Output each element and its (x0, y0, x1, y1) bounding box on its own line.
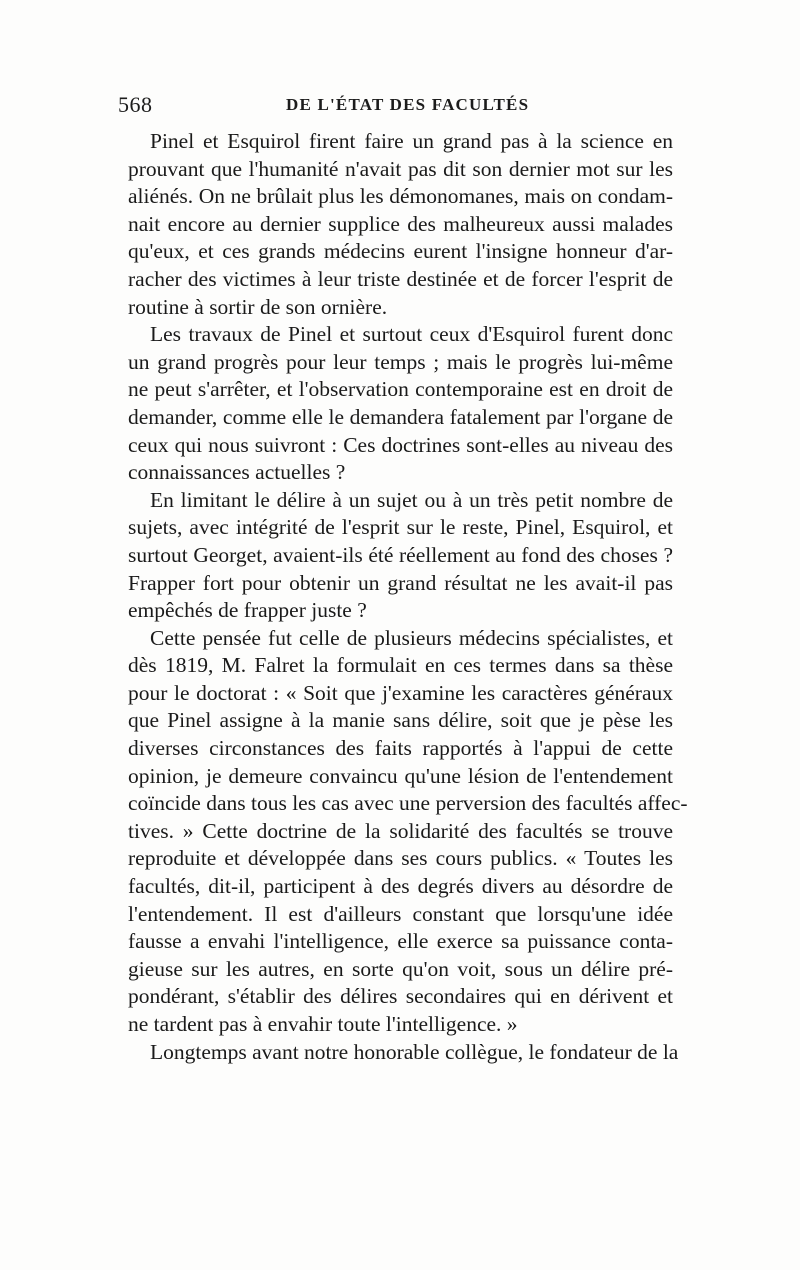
text-line: pondérant, s'établir des délires secondaires qui en dérivent et (128, 984, 673, 1009)
text-line: Frapper fort pour obtenir un grand résultat ne les avait-il pas (128, 570, 673, 595)
text-line: fausse a envahi l'intelligence, elle exerce sa puissance conta- (128, 929, 673, 954)
page-header (118, 92, 678, 122)
text-line: coïncide dans tous les cas avec une perversion des facultés affec- (128, 791, 688, 816)
text-line: Cette pensée fut celle de plusieurs médecins spécialistes, et (150, 625, 673, 650)
text-line: demander, comme elle le demandera fatalement par l'organe de (128, 404, 673, 429)
text-line: un grand progrès pour leur temps ; mais le progrès lui-même (128, 349, 673, 374)
text-line: nait encore au dernier supplice des malheureux aussi malades (128, 211, 673, 236)
text-line: prouvant que l'humanité n'avait pas dit son dernier mot sur les (128, 156, 673, 181)
text-line: routine à sortir de son ornière. (128, 294, 388, 319)
text-line: ceux qui nous suivront : Ces doctrines sont-elles au niveau des (128, 432, 673, 457)
body-text (128, 128, 688, 1066)
text-line: facultés, dit-il, participent à des degrés divers au désordre de (128, 874, 673, 899)
text-line: En limitant le délire à un sujet ou à un très petit nombre de (150, 487, 673, 512)
text-line: Longtemps avant notre honorable collègue, le fondateur de la (150, 1039, 679, 1064)
text-line: qu'eux, et ces grands médecins eurent l'insigne honneur d'ar- (128, 239, 673, 264)
text-line: gieuse sur les autres, en sorte qu'on voit, sous un délire pré- (128, 956, 673, 981)
text-line: connaissances actuelles ? (128, 460, 346, 485)
text-line: que Pinel assigne à la manie sans délire, soit que je pèse les (128, 708, 673, 733)
text-line: ne peut s'arrêter, et l'observation contemporaine est en droit de (128, 377, 673, 402)
text-line: l'entendement. Il est d'ailleurs constant que lorsqu'une idée (128, 901, 673, 926)
text-line: dès 1819, M. Falret la formulait en ces termes dans sa thèse (128, 653, 673, 678)
text-line: Pinel et Esquirol firent faire un grand pas à la science en (150, 129, 673, 153)
paragraph (128, 625, 688, 1039)
page-number: 568 (118, 92, 153, 117)
text-line: diverses circonstances des faits rapportés à l'appui de cette (128, 736, 673, 761)
text-line: empêchés de frapper juste ? (128, 598, 367, 623)
text-line: racher des victimes à leur triste destinée et de forcer l'esprit de (128, 266, 673, 291)
text-line: tives. » Cette doctrine de la solidarité des facultés se trouve (128, 818, 673, 843)
text-line: opinion, je demeure convaincu qu'une lésion de l'entendement (128, 763, 673, 788)
text-line: ne tardent pas à envahir toute l'intelligence. » (128, 1012, 518, 1036)
paragraph (128, 128, 673, 321)
paragraph (128, 321, 673, 487)
text-line: reproduite et développée dans ses cours publics. « Toutes les (128, 846, 673, 871)
text-line: Les travaux de Pinel et surtout ceux d'Esquirol furent donc (150, 322, 673, 347)
text-line: pour le doctorat : « Soit que j'examine les caractères généraux (128, 680, 673, 705)
paragraph (128, 487, 673, 625)
text-line: sujets, avec intégrité de l'esprit sur le reste, Pinel, Esquirol, et (128, 515, 673, 540)
running-title: DE L'ÉTAT DES FACULTÉS (286, 95, 530, 114)
paragraph (128, 1039, 679, 1067)
text-line: aliénés. On ne brûlait plus les démonomanes, mais on condam- (128, 184, 673, 209)
text-line: surtout Georget, avaient-ils été réellement au fond des choses ? (128, 542, 673, 567)
